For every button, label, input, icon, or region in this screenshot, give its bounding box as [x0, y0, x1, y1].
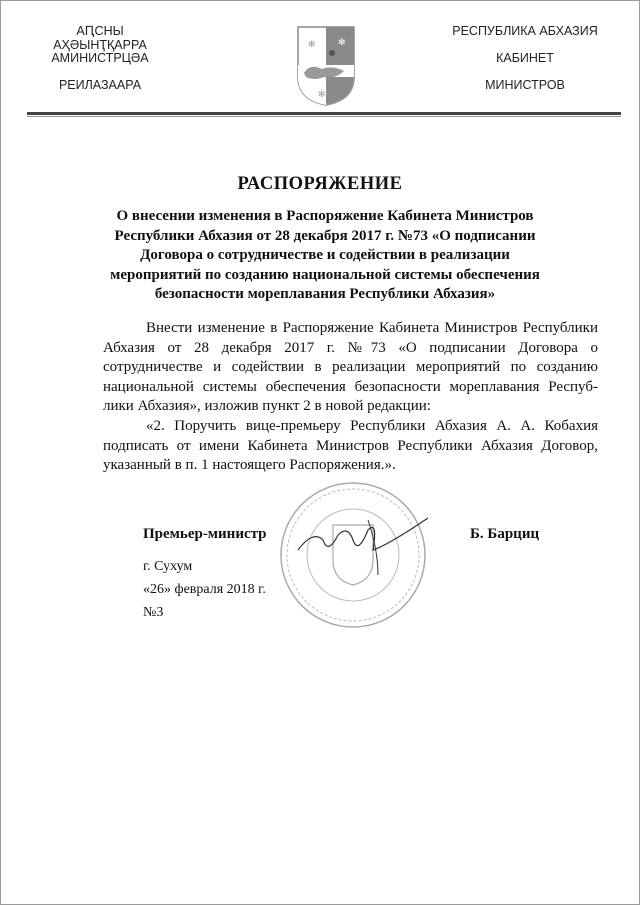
document-number: №3 [143, 605, 164, 620]
svg-text:✻: ✻ [308, 39, 316, 49]
header-divider-thin [27, 116, 621, 117]
svg-text:✻: ✻ [338, 37, 346, 47]
header-divider [27, 112, 621, 115]
coat-of-arms-emblem [296, 25, 356, 107]
svg-text:✻: ✻ [318, 89, 326, 99]
header-left [30, 0, 170, 105]
header-right-line: РЕСПУБЛИКА АБХАЗИЯ [452, 24, 598, 38]
body-paragraph: «2. Поручить вице-премьеру Республики Абхазия А. А. Кобахия подписать от имени Кабинета Министров Республики Абхазия Договор, указанный в п. 1 настоящего Распоряжения.». [103, 418, 598, 473]
signatory-name: Б. Барциц [470, 526, 540, 542]
header-left-line: АԤСНЫ АҲӘЫНҬҚАРРА [53, 24, 147, 52]
signatory-title: Премьер-министр [143, 526, 267, 542]
document-city: г. Сухум [143, 559, 193, 574]
header-right-line: МИНИСТРОВ [485, 78, 565, 92]
document-subtitle: О внесении изменения в Распоряжение Кабинета Министров Республики Абхазия от 28 декабря 2017 г. №73 «О подписании Договора о сотрудничестве и содействии в реализации мероприятий по созданию национальной системы обеспечения безопасности мореплавания Республики Абхазия» [110, 208, 540, 302]
header-right-line: КАБИНЕТ [496, 51, 554, 65]
official-seal [278, 480, 428, 630]
header-left-line: АМИНИСТРЦӘА [51, 51, 149, 65]
header-left-line: РЕИЛАЗААРА [58, 78, 142, 92]
body-paragraph: Внести изменение в Распоряжение Кабинета Министров Республики Абхазия от 28 декабря 2017 г. №73 «О подписании Договора о сотрудничестве и содействии в реализации мероприятий по созданию национальной системы обеспечения безопасности мореплавания Республики Абхазия», изложив пункт 2 в новой редакции: [103, 320, 598, 414]
document-title: РАСПОРЯЖЕНИЕ [237, 174, 403, 194]
document-date: «26» февраля 2018 г. [143, 582, 266, 597]
header-right [440, 0, 610, 105]
